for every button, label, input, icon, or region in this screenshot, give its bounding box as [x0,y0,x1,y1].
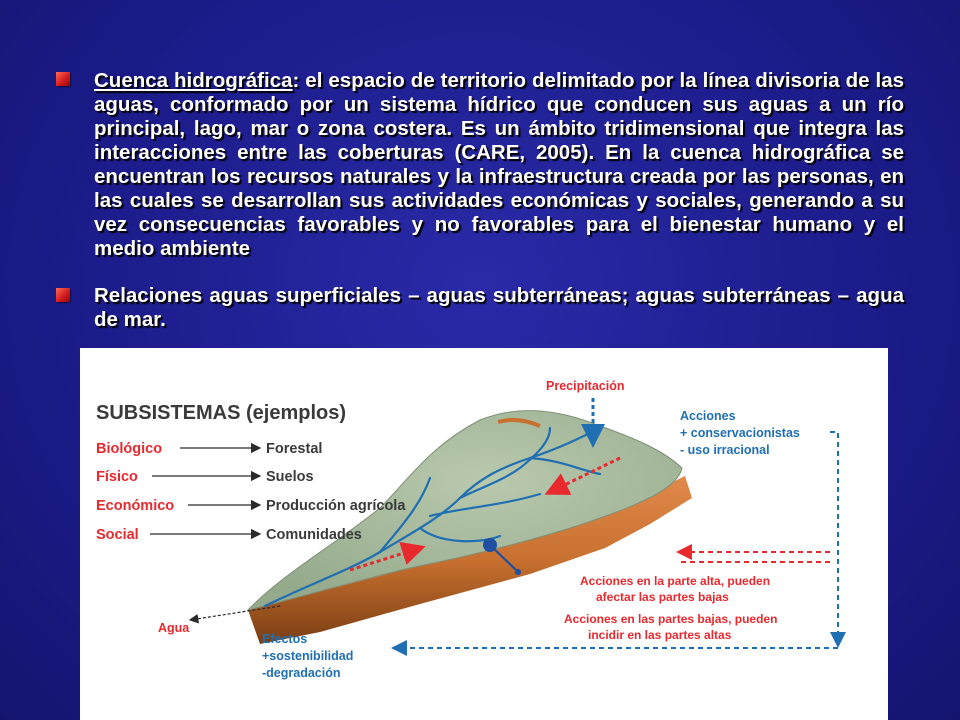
example-comunidades: Comunidades [266,527,362,543]
subsystem-arrows [150,448,260,534]
upper-effects-line2: afectar las partes bajas [596,590,729,604]
actions-line2: - uso irracional [680,443,770,457]
example-produccion: Producción agrícola [266,498,406,514]
definition-paragraph [94,69,904,261]
actions-loop [830,432,838,644]
bullet-marker-1 [56,72,70,86]
precipitation-label: Precipitación [546,379,625,393]
relations-text: Relaciones aguas superficiales – aguas subterráneas; aguas subterráneas – agua de mar. [94,284,904,331]
upper-effects-line1: Acciones en la parte alta, pueden [580,574,771,588]
definition-text: : el espacio de territorio delimitado por la línea divisoria de las aguas, conformado por un sistema hídrico que conducen sus aguas a un río principal, lago, mar o zona costera. Es un ámbito tridimensional que integra las interacciones entre las coberturas (CARE, 2005). En la cuenca hidrográfica se encuentran los recursos naturales y la infraestructura creada por las personas, en las cuales se desarrollan sus actividades económicas y sociales, generando a su vez consecuencias favorables y no favorables para el bienestar humano y el medio ambiente [94,69,904,260]
lower-effects-line2: incidir en las partes altas [588,628,732,642]
definition-term: Cuenca hidrográfica [94,69,293,92]
actions-line1: + conservacionistas [680,426,800,440]
subsystem-physical: Físico [96,469,138,485]
lower-effects-line1: Acciones en las partes bajas, pueden [564,612,778,626]
actions-title: Acciones [680,409,736,423]
subsystem-biological: Biológico [96,441,163,457]
subsystem-social: Social [96,527,139,543]
relations-paragraph [94,284,904,332]
example-suelos: Suelos [266,469,314,485]
subsystem-economic: Económico [96,498,175,514]
watershed-diagram [80,348,888,720]
example-forestal: Forestal [266,441,323,457]
effects-line1: +sostenibilidad [262,649,354,663]
water-label: Agua [158,621,190,635]
subsystems-title: SUBSISTEMAS (ejemplos) [96,402,347,424]
bullet-marker-2 [56,288,70,302]
effects-line2: -degradación [262,666,341,680]
effects-title: Efectos [262,632,308,646]
